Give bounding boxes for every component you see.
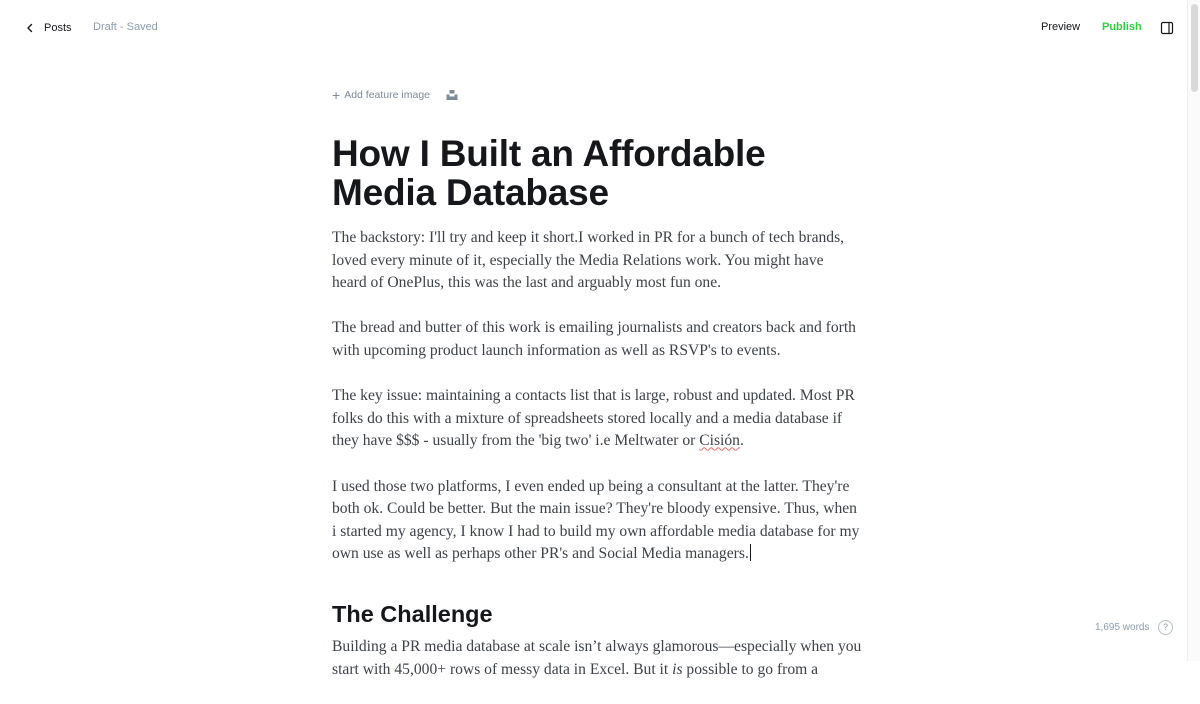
help-icon[interactable]: ? (1158, 620, 1173, 635)
word-count: 1,695 words (1095, 622, 1150, 633)
scrollbar-thumb[interactable] (1191, 4, 1198, 92)
plus-icon: + (332, 87, 341, 103)
text-cursor (750, 544, 751, 561)
spellcheck-word[interactable]: Cisión (699, 432, 740, 450)
post-title[interactable]: How I Built an Affordable Media Database (332, 133, 766, 213)
paragraph-1: The backstory: I'll try and keep it short.I worked in PR for a bunch of tech brands, loved every minute of it, especially the Media Relations work. You might have heard of OnePlus, this was the last and arguably most fun one. (332, 229, 845, 292)
unsplash-icon[interactable] (446, 89, 458, 101)
add-feature-image-button[interactable] (332, 88, 430, 102)
paragraph-5-start: Building a PR media database at scale isn’t always glamorous—especially when you start with 45,000+ rows of messy data in Excel. But it (332, 637, 862, 678)
paragraph-5-end: possible to go from a (682, 660, 819, 678)
paragraph-2: The bread and butter of this work is emailing journalists and creators back and forth with upcoming product launch information as well as RSVP's to events. (332, 319, 856, 359)
add-feature-image-label: Add feature image (344, 89, 430, 101)
sidebar-toggle-icon[interactable] (1160, 21, 1174, 35)
back-to-posts-button[interactable] (24, 18, 72, 38)
chevron-left-icon (24, 22, 36, 34)
post-editor (332, 86, 862, 704)
publish-button[interactable]: Publish (1102, 21, 1142, 33)
preview-button[interactable]: Preview (1041, 21, 1081, 33)
scrollbar[interactable] (1187, 0, 1200, 661)
section-heading: The Challenge (332, 600, 493, 627)
feature-image-row (332, 86, 862, 104)
paragraph-4-text: I used those two platforms, I even ended up being a consultant at the latter. They're both ok. Could be better. But the main issue? They're bloody expensive. Thus, when i started my agency, I know I had to build my own affordable media database for my own use as well as perhaps other PR's and Social Media managers. (332, 477, 860, 563)
paragraph-3 (332, 385, 862, 453)
paragraph-4 (332, 476, 862, 566)
editor-topbar (0, 0, 1188, 56)
back-label: Posts (44, 22, 72, 34)
save-status: Draft - Saved (93, 21, 158, 33)
paragraph-3-text: The key issue: maintaining a contacts list that is large, robust and updated. Most PR folks do this with a mixture of spreadsheets stored locally and a media database if they have $$$ - usually from the 'big two' i.e Meltwater or (332, 387, 855, 450)
paragraph-5-italic: is (672, 660, 683, 678)
post-body[interactable] (332, 227, 862, 681)
paragraph-3-period: . (739, 432, 744, 450)
paragraph-5 (332, 636, 862, 681)
